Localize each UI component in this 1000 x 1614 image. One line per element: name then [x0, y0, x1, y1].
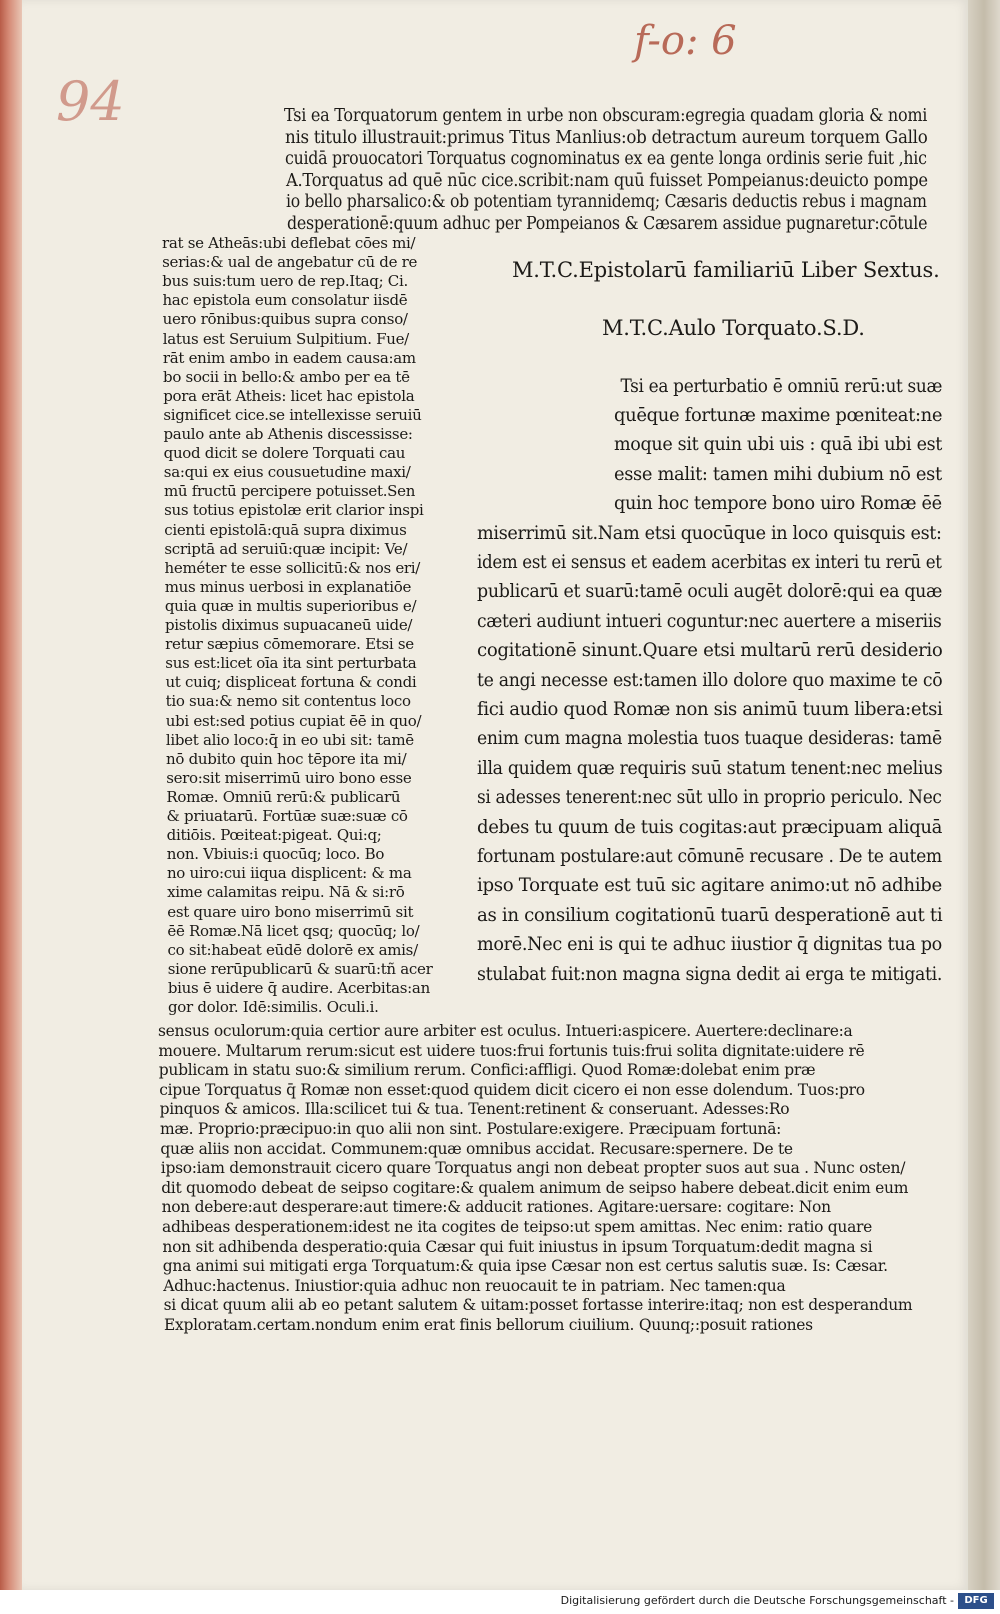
- letter-body-line: illa quidem quæ requiris suū statum tenent:nec melius: [477, 757, 943, 779]
- first-line-text: Tsi ea perturbatio ē omniū rerū:ut suæ: [620, 376, 943, 397]
- bottom-commentary-line: Exploratam.certam.nondum enim erat finis bellorum ciuilium. Quunq;:posuit rationes: [164, 1316, 813, 1334]
- bottom-commentary-line: ipso:iam demonstrauit cicero quare Torquatus angi non debeat propter suos aut sua . Nunc osten/: [160, 1159, 906, 1178]
- margin-commentary-line: sus totius epistolæ erit clarior inspi: [164, 501, 424, 520]
- bottom-commentary-line: dit quomodo debeat de seipso cogitare:& qualem animum de seipso habere debeat.dicit enim eum: [161, 1178, 909, 1197]
- margin-commentary-line: retur sæpius cōmemorare. Etsi se: [165, 635, 414, 654]
- letter-body-line: stulabat fuit:non magna signa dedit ai erga te mitigati.: [477, 963, 943, 985]
- margin-commentary-line: rat se Atheās:ubi deflebat cōes mi/: [162, 234, 416, 252]
- bottom-commentary-line: adhibeas desperationem:idest ne ita cogites de teipso:ut spem amittas. Nec enim: ratio quare: [162, 1218, 873, 1236]
- bottom-commentary-line: cipue Torquatus q̄ Romæ non esset:quod quidem dicit cicero ei non esse dolendum. Tuos:pro: [159, 1080, 865, 1099]
- margin-commentary-line: significet cice.se intellexisse seruiū: [163, 405, 422, 424]
- margin-commentary-line: serias:& ual de angebatur cū de re: [162, 253, 418, 272]
- header-commentary-line: Tsi ea Torquatorum gentem in urbe non obscuram:egregia quadam gloria & nomi: [284, 106, 928, 126]
- handwritten-leaf-number: 94: [56, 70, 125, 133]
- letter-body-line: idem est ei sensus et eadem acerbitas ex interi tu rerū et: [477, 552, 942, 573]
- bottom-commentary-line: pinquos & amicos. Illa:scilicet tui & tua. Tenent:retinent & conseruant. Adesses:Ro: [159, 1100, 790, 1119]
- bottom-commentary-line: si dicat quum alii ab eo petant salutem & uitam:posset fortasse interire:itaq; non est desperandum: [163, 1296, 913, 1315]
- bottom-commentary-line: gna animi sui mitigati erga Torquatum:& quia ipse Cæsar non est certus salutis suæ. Is: Cæsar.: [162, 1257, 888, 1276]
- margin-commentary-line: hac epistola eum consolatur iisdē: [162, 291, 408, 310]
- bottom-commentary-line: quæ aliis non accidat. Communem:quæ omnibus accidat. Recusare:spernere. De te: [160, 1139, 793, 1158]
- margin-commentary-line: sione rerūpublicarū & suarū:tñ acer: [167, 959, 433, 978]
- printed-leaf: [22, 0, 970, 1590]
- margin-commentary-line: cienti epistolā:quā supra diximus: [164, 520, 407, 539]
- margin-commentary-line: mū fructū percipere potuisset.Sen: [163, 482, 416, 501]
- header-commentary-line: io bello pharsalico:& ob potentiam tyrannidemq; Cæsaris deductis rebus i magnam: [286, 192, 928, 212]
- margin-commentary-line: sa:qui ex eius cousuetudine maxi/: [163, 463, 411, 482]
- margin-commentary-line: ubi est:sed potius cupiat ēē in quo/: [165, 711, 422, 730]
- header-commentary-line: desperationē:quum adhuc per Pompeianos & Cæsarem assidue pugnaretur:cōtule: [287, 213, 928, 234]
- margin-commentary-line: est quare uiro bono miserrimū sit: [167, 902, 414, 921]
- letter-body-line: as in consilium cogitationū tuarū desperationē aut ti: [477, 904, 943, 926]
- margin-commentary-line: quia quæ in multis superioribus e/: [164, 596, 417, 615]
- bottom-commentary-line: mouere. Multarum rerum:sicut est uidere tuos:frui fortunis tuis:frui solita dignitate:uidere rē: [158, 1041, 865, 1060]
- margin-commentary-line: bius ē uidere q̄ audire. Acerbitas:an: [167, 978, 430, 997]
- header-commentary-line: nis titulo illustrauit:primus Titus Manlius:ob detractum aureum torquem Gallo: [284, 127, 928, 148]
- margin-commentary-line: paulo ante ab Athenis discessisse:: [163, 425, 413, 443]
- margin-commentary-line: gor dolor. Idē:similis. Oculi.i.: [168, 998, 379, 1016]
- letter-body-line: quin hoc tempore bono uiro Romæ ēē: [614, 493, 942, 515]
- letter-body-line: ipso Torquate est tuū sic agitare animo:ut nō adhibe: [477, 875, 942, 897]
- book-binding-edge: [0, 0, 22, 1614]
- letter-body-line: enim cum magna molestia tuos tuaque desideras: tamē: [477, 728, 942, 750]
- bottom-commentary-line: Adhuc:hactenus. Iniustior:quia adhuc non reuocauit te in patriam. Nec tamen:qua: [163, 1276, 786, 1295]
- bottom-commentary-line: sensus oculorum:quia certior aure arbiter est oculus. Intueri:aspicere. Auertere:declinare:a: [158, 1022, 853, 1040]
- letter-body-line: moque sit quin ubi uis : quā ibi ubi est: [614, 434, 943, 456]
- bottom-commentary-line: non debere:aut desperare:aut timere:& adducit rationes. Agitare:uersare: cogitare: Non: [161, 1198, 831, 1217]
- margin-commentary-line: libet alio loco:q̄ in eo ubi sit: tamē: [165, 730, 414, 749]
- letter-body-line: quēque fortunæ maxime pœniteat:ne: [614, 405, 943, 426]
- header-commentary-line: A.Torquatus ad quē nūc cice.scribit:nam quū fuisset Pompeianus:deuicto pompe: [285, 170, 928, 191]
- bottom-commentary-line: publicam in statu suo:& similium rerum. Confici:affligi. Quod Romæ:dolebat enim præ: [158, 1061, 816, 1080]
- margin-commentary-line: ēē Romæ.Nā licet qsq; quocūq; lo/: [167, 921, 420, 940]
- margin-commentary-line: nō dubito quin hoc tēpore ita mi/: [166, 749, 407, 768]
- margin-commentary-line: no uiro:cui iiqua displicent: & ma: [166, 864, 412, 883]
- handwritten-folio: f-o: 6: [634, 18, 737, 64]
- margin-commentary-line: tio sua:& nemo sit contentus loco: [165, 692, 411, 711]
- main-text-first-line: [604, 376, 942, 397]
- margin-commentary-line: quod dicit se dolere Torquati cau: [163, 444, 406, 463]
- letter-body-line: cæteri audiunt intueri coguntur:nec auertere a miseriis: [477, 610, 942, 632]
- margin-commentary-line: scriptā ad seruiū:quæ incipit: Ve/: [164, 539, 408, 558]
- margin-commentary-line: heméter te esse sollicitū:& nos eri/: [164, 558, 421, 577]
- margin-commentary-line: sero:sit miserrimū uiro bono esse: [166, 768, 412, 787]
- margin-commentary-line: mus minus uerbosi in explanatiōe: [164, 577, 412, 596]
- letter-body-line: te angi necesse est:tamen illo dolore quo maxime te cō: [477, 669, 943, 691]
- margin-commentary-line: bus suis:tum uero de rep.Itaq; Ci.: [162, 272, 408, 291]
- dfg-logo: DFG: [958, 1593, 994, 1609]
- letter-body-line: cogitationē sinunt.Quare etsi multarū rerū desiderio: [477, 640, 943, 662]
- decorated-initial: E: [604, 376, 617, 397]
- margin-commentary-line: Romæ. Omniū rerū:& publicarū: [166, 787, 401, 806]
- book-title: M.T.C.Epistolarū familiariū Liber Sextus.: [512, 258, 940, 282]
- margin-commentary-line: non. Vbiuis:i quocūq; loco. Bo: [166, 845, 385, 864]
- margin-commentary-line: pistolis diximus supuacaneū uide/: [165, 616, 413, 634]
- margin-commentary-line: ut cuiq; displiceat fortuna & condi: [165, 673, 417, 692]
- margin-commentary-line: uero rōnibus:quibus supra conso/: [162, 310, 408, 329]
- letter-body-line: si adesses tenerent:nec sūt ullo in proprio periculo. Nec: [477, 787, 942, 809]
- margin-commentary-line: pora erāt Atheis: licet hac epistola: [163, 386, 415, 405]
- footer-credit: Digitalisierung gefördert durch die Deutsche Forschungsgemeinschaft -: [560, 1594, 954, 1607]
- margin-commentary-line: & priuatarū. Fortūæ suæ:suæ cō: [166, 807, 408, 825]
- margin-commentary-line: co sit:habeat eūdē dolorē ex amis/: [167, 940, 418, 959]
- margin-commentary-line: latus est Seruium Sulpitium. Fue/: [162, 329, 409, 348]
- digitization-footer: [0, 1590, 1000, 1614]
- bottom-commentary-line: non sit adhibenda desperatio:quia Cæsar qui fuit iniustus in ipsum Torquatum:dedit magna si: [162, 1237, 873, 1256]
- letter-body-line: morē.Nec eni is qui te adhuc iiustior q̄ dignitas tua po: [477, 934, 942, 956]
- margin-commentary-line: rāt enim ambo in eadem causa:am: [162, 348, 416, 367]
- bottom-commentary-line: mæ. Proprio:præcipuo:in quo alii non sint. Postulare:exigere. Præcipuam fortunā:: [160, 1120, 782, 1138]
- page-fore-edge: [968, 0, 1000, 1590]
- margin-commentary-line: ditiōis. Pœiteat:pigeat. Qui:q;: [166, 826, 382, 845]
- letter-title: M.T.C.Aulo Torquato.S.D.: [602, 316, 865, 340]
- letter-body-line: publicarū et suarū:tamē oculi augēt dolorē:qui ea quæ: [477, 581, 943, 603]
- letter-body-line: esse malit: tamen mihi dubium nō est: [614, 463, 942, 485]
- letter-body-line: fici audio quod Romæ non sis animū tuum libera:etsi: [477, 699, 943, 720]
- margin-commentary-line: bo socii in bello:& ambo per ea tē: [163, 367, 410, 386]
- margin-commentary-line: sus est:licet oīa ita sint perturbata: [165, 654, 417, 673]
- header-commentary-line: cuidā prouocatori Torquatus cognominatus ex ea gente longa ordinis serie fuit ,hic: [285, 149, 927, 169]
- letter-body-line: debes tu quum de tuis cogitas:aut præcipuam aliquā: [477, 816, 943, 838]
- letter-body-line: miserrimū sit.Nam etsi quocūque in loco quisquis est:: [477, 522, 942, 544]
- letter-body-line: fortunam postulare:aut cōmunē recusare . De te autem: [477, 846, 942, 867]
- margin-commentary-line: xime calamitas reipu. Nā & si:rō: [167, 883, 405, 902]
